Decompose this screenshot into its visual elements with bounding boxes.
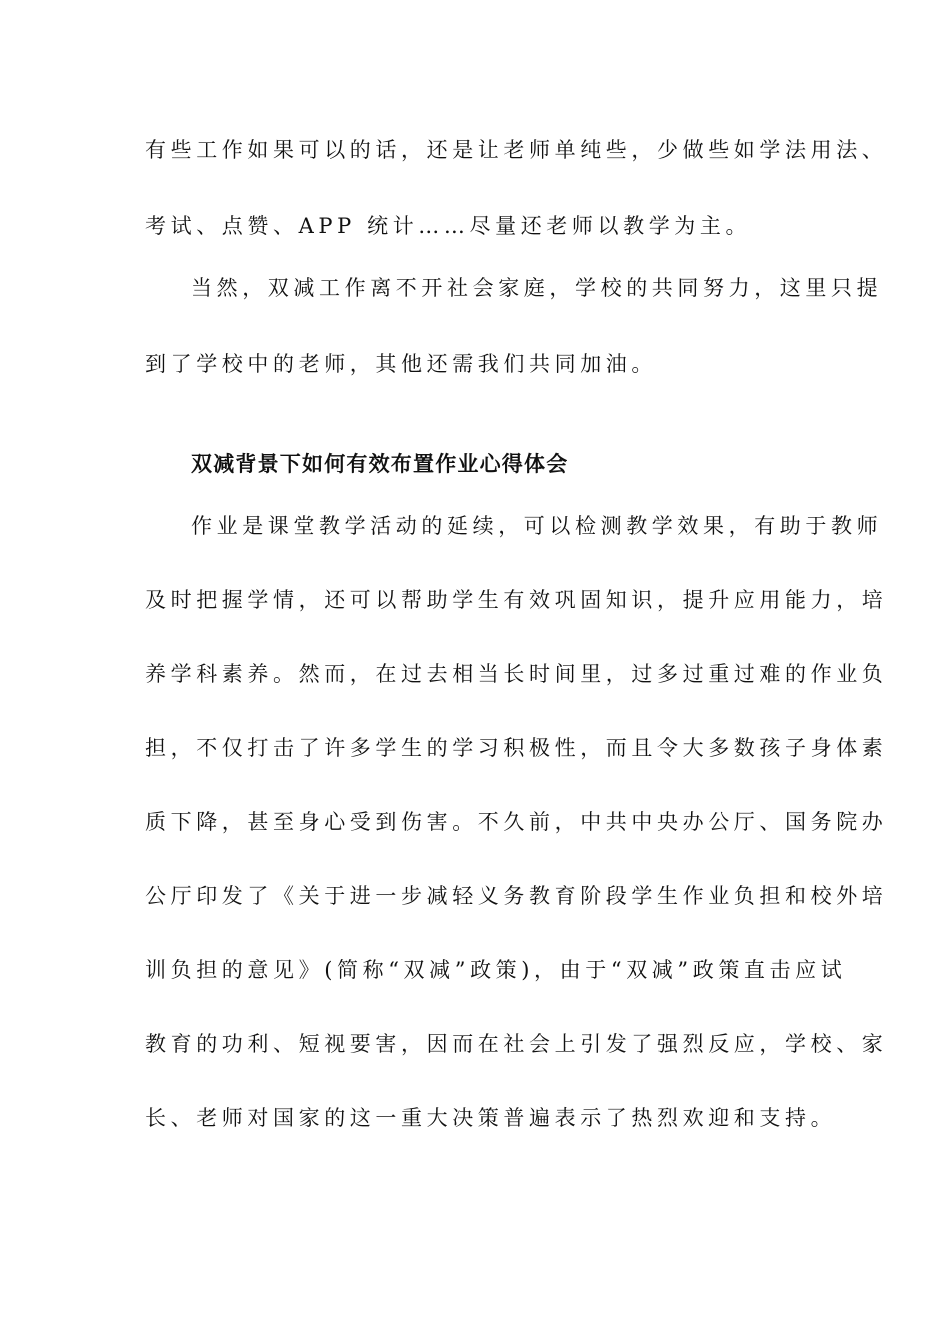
- paragraph-line: 长、老师对国家的这一重大决策普遍表示了热烈欢迎和支持。: [145, 1106, 837, 1130]
- paragraph-line: 教育的功利、短视要害，因而在社会上引发了强烈反应，学校、家: [145, 1032, 888, 1056]
- paragraph-line: 公厅印发了《关于进一步减轻义务教育阶段学生作业负担和校外培: [145, 884, 888, 908]
- paragraph-line: 有些工作如果可以的话，还是让老师单纯些，少做些如学法用法、: [145, 138, 888, 162]
- paragraph-line: 质下降，甚至身心受到伤害。不久前，中共中央办公厅、国务院办: [145, 810, 888, 834]
- paragraph-line: 及时把握学情，还可以帮助学生有效巩固知识，提升应用能力，培: [145, 588, 888, 612]
- section-title: 双减背景下如何有效布置作业心得体会: [191, 452, 569, 476]
- paragraph-line: 养学科素养。然而，在过去相当长时间里，过多过重过难的作业负: [145, 662, 888, 686]
- paragraph-line: 作业是课堂教学活动的延续，可以检测教学效果，有助于教师: [191, 514, 883, 538]
- paragraph-line: 到了学校中的老师，其他还需我们共同加油。: [145, 352, 657, 376]
- paragraph-line: 担，不仅打击了许多学生的学习积极性，而且令大多数孩子身体素: [145, 736, 888, 760]
- paragraph-line: 训负担的意见》(简称“双减”政策)，由于“双减”政策直击应试: [145, 958, 847, 982]
- paragraph-line: 当然，双减工作离不开社会家庭，学校的共同努力，这里只提: [191, 276, 883, 300]
- paragraph-line: 考试、点赞、APP 统计……尽量还老师以教学为主。: [145, 214, 752, 238]
